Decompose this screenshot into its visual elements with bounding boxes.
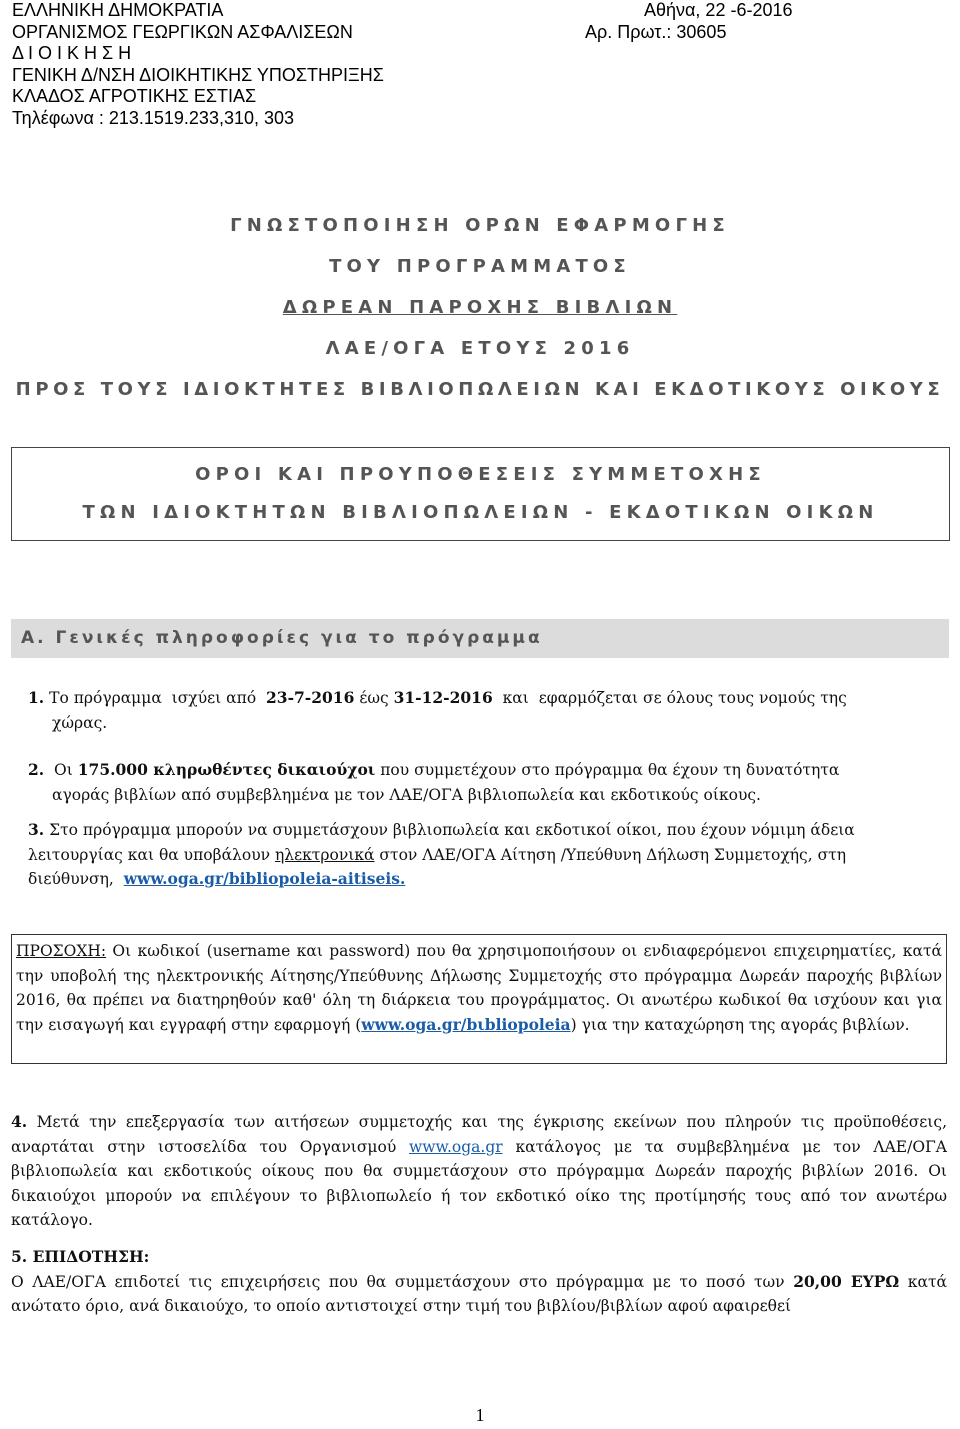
notice-text-2: ) για την καταχώρηση της αγοράς βιβλίων. [570,1015,910,1034]
item-1-line-1 [28,686,948,711]
item-5-text-1: Ο ΛΑΕ/ΟΓΑ επιδοτεί τις επιχειρήσεις που θα συμμετάσχουν στο πρόγραμμα με το ποσό των [11,1272,794,1291]
list-item-2 [28,758,958,807]
item-1-text-e: και εφαρμόζεται σε όλους τους νομούς της [492,689,847,707]
item-3-text-e: διεύθυνση, [28,870,124,888]
item-3-electronically: ηλεκτρονικά [274,845,375,864]
item-4-text-1: Μετά την επεξεργασία των αιτήσεων συμμετοχής και της έγκρισης εκείνων που πληρούν τις προϋποθέσεις, αναρτάται στην ιστοσελίδα του Οργανισμού [11,1113,947,1156]
item-5-body [11,1270,947,1319]
title-line-2: ΤΟΥ ΠΡΟΓΡΑΜΜΑΤΟΣ [329,256,631,277]
item-3-line-1 [28,818,953,843]
terms-line-2: ΤΩΝ ΙΔΙΟΚΤΗΤΩΝ ΒΙΒΛΙΟΠΩΛΕΙΩΝ - ΕΚΔΟΤΙΚΩΝ ΟΙΚΩΝ [82,502,879,523]
item-5-text-2: κατά ανώτατο όριο, ανά δικαιούχο, το οποίο αντιστοιχεί στην τιμή του βιβλίου/βιβλίων αφού αφαιρεθεί [11,1272,947,1315]
item-3-text-b: λειτουργίας και θα υποβάλουν [28,845,275,864]
document-title [0,205,960,410]
item-3-applications-link[interactable]: www.oga.gr/bibliopoleia-aitiseis. [123,869,406,888]
item-5-heading: 5. ΕΠΙΔΟΤΗΣΗ: [11,1247,150,1266]
header-meta [585,0,793,43]
item-3-text-a: Στο πρόγραμμα μπορούν να συμμετάσχουν βιβλιοπωλεία και εκδοτικοί οίκοι, που έχουν νόμιμη άδεια [44,821,855,839]
notice-text-1: Οι κωδικοί (username και password) που θα χρησιμοποιήσουν οι ενδιαφερόμενοι επιχειρηματίες, κατά την υποβολή της ηλεκτρονικής Αίτησης/Υπεύθυνης Δήλωσης Συμμετοχής στο πρόγραμμα Δωρεάν παροχής βιβλίων 2016, θα πρέπει να διατηρηθούν καθ' όλη τη διάρκεια του προγράμματος. Οι ανωτέρω κωδικοί θα ισχύουν και για την εισαγωγή και εγγραφή στην εφαρμογή ( [16,942,942,1034]
header-date: Αθήνα, 22 -6-2016 [644,0,793,20]
header-organization [12,0,384,129]
item-2-text-c: που συμμετέχουν στο πρόγραμμα θα έχουν τη δυνατότητα [375,761,840,779]
terms-box [11,447,950,541]
item-2-line-1 [28,758,958,783]
item-2-number: 2. [28,760,45,779]
header-line-phones: Τηλέφωνα : 213.1519.233,310, 303 [12,107,295,128]
list-item-3 [28,818,953,892]
item-1-line-2: χώρας. [52,713,108,732]
item-1-start-date: 23-7-2016 [266,688,355,707]
header-line-branch: ΚΛΑΔΟΣ ΑΓΡΟΤΙΚΗΣ ΕΣΤΙΑΣ [12,86,257,106]
item-1-end-date: 31-12-2016 [393,688,493,707]
list-item-4 [11,1110,947,1233]
title-line-4: ΛΑΕ/ΟΓΑ ΕΤΟΥΣ 2016 [325,338,635,359]
title-line-5: ΠΡΟΣ ΤΟΥΣ ΙΔΙΟΚΤΗΤΕΣ ΒΙΒΛΙΟΠΩΛΕΙΩΝ ΚΑΙ ΕΚΔΟΤΙΚΟΥΣ ΟΙΚΟΥΣ [15,379,945,400]
section-heading-a: Α. Γενικές πληροφορίες για το πρόγραμμα [11,619,949,658]
page-number: 1 [475,1405,485,1425]
title-line-3 [0,287,960,328]
item-4-text-2: κατάλογος με τα συμβεβλημένα με τον ΛΑΕ/ΟΓΑ βιβλιοπωλεία και εκδοτικούς οίκους που θα συμμετάσχουν στο πρόγραμμα Δωρεάν παροχής βιβλίων 2016. Οι δικαιούχοι μπορούν να επιλέγουν το βιβλιοπωλείο ή τον εκδοτικό οίκο της προτίμησής τους από τον ανωτέρω κατάλογο. [11,1137,947,1229]
item-4-number: 4. [11,1112,28,1131]
header-line-organization: ΟΡΓΑΝΙΣΜΟΣ ΓΕΩΡΓΙΚΩΝ ΑΣΦΑΛΙΣΕΩΝ [12,21,353,42]
item-5-amount: 20,00 ΕΥΡΩ [793,1271,900,1291]
item-3-number: 3. [28,820,45,839]
header-line-administration: Δ Ι Ο Ι Κ Η Σ Η [12,43,132,63]
item-4-oga-link[interactable]: www.oga.gr [409,1137,503,1156]
notice-bookstores-link[interactable]: www.oga.gr/bιbliopoleia [361,1014,571,1034]
header-line-republic: ΕΛΛΗΝΙΚΗ ΔΗΜΟΚΡΑΤΙΑ [12,0,224,20]
title-line-3-text: ΔΩΡΕΑΝ ΠΑΡΟΧΗΣ ΒΙΒΛΙΩΝ [282,297,678,318]
item-1-text-a: Το πρόγραμμα ισχύει από [44,689,267,707]
item-2-text-a: Οι [44,761,78,779]
header-line-directorate: ΓΕΝΙΚΗ Δ/ΝΣΗ ΔΙΟΙΚΗΤΙΚΗΣ ΥΠΟΣΤΗΡΙΞΗΣ [12,64,384,85]
title-line-1: ΓΝΩΣΤΟΠΟΙΗΣΗ ΟΡΩΝ ΕΦΑΡΜΟΓΗΣ [230,215,730,236]
item-3-line-3 [28,867,953,892]
notice-label: ΠΡΟΣΟΧΗ: [16,942,107,960]
terms-line-1: ΟΡΟΙ ΚΑΙ ΠΡΟΥΠΟΘΕΣΕΙΣ ΣΥΜΜΕΤΟΧΗΣ [195,464,766,485]
item-2-line-2: αγοράς βιβλίων από συμβεβλημένα με τον ΛΑΕ/ΟΓΑ βιβλιοπωλεία και εκδοτικούς οίκους. [52,785,761,804]
item-2-beneficiaries: 175.000 κληρωθέντες δικαιούχοι [77,760,376,779]
list-item-5 [11,1245,947,1319]
notice-box [11,934,947,1064]
list-item-1 [28,686,948,735]
item-3-line-2 [28,843,953,868]
header-protocol: Αρ. Πρωτ.: 30605 [585,21,727,42]
item-1-number: 1. [28,688,45,707]
item-1-text-c: έως [354,689,394,707]
item-3-text-d: στον ΛΑΕ/ΟΓΑ Αίτηση /Υπεύθυνη Δήλωση Συμμετοχής, στη [374,845,847,864]
